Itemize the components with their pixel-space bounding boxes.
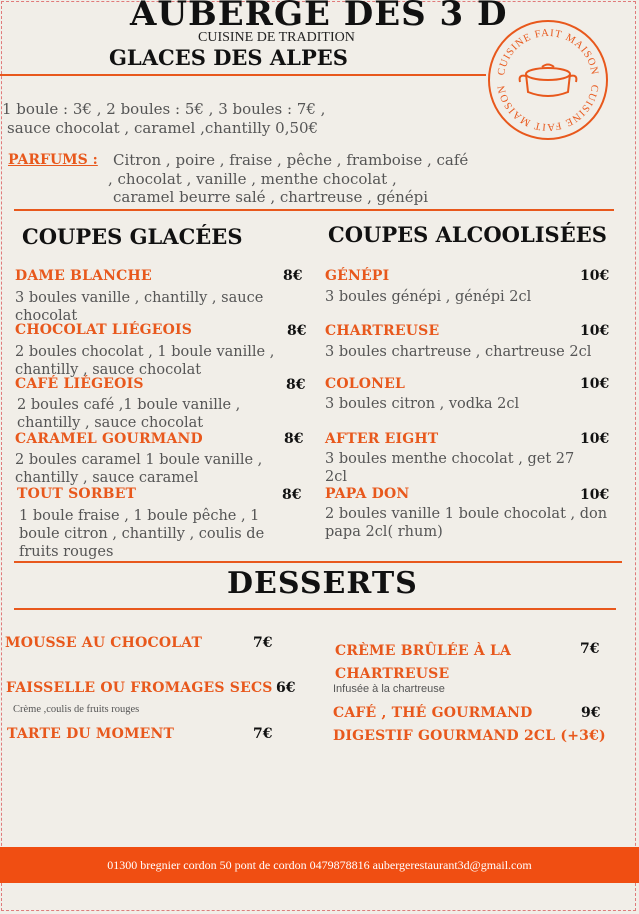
desserts-top-rule [14, 561, 622, 563]
coupe-alcoolisee-name: GÉNÉPI [325, 268, 390, 284]
coupe-glacee-name: TOUT SORBET [17, 486, 137, 502]
coupe-glacee-price: 8€ [282, 487, 302, 503]
coupe-alcoolisee-name: AFTER EIGHT [325, 431, 439, 447]
fait-maison-stamp [486, 18, 610, 142]
coupe-alcoolisee-desc: 3 boules génépi , génépi 2cl [325, 289, 532, 305]
dessert-name: CRÈME BRÛLÉE À LA CHARTREUSE [335, 643, 512, 682]
dessert-note: Infusée à la chartreuse [333, 683, 445, 695]
coupe-alcoolisee-price: 10€ [580, 376, 610, 392]
coupe-glacee-name: CHOCOLAT LIÉGEOIS [15, 322, 193, 338]
dessert-name: FAISSELLE OU FROMAGES SECS [6, 680, 273, 696]
coupe-glacee-name: CARAMEL GOURMAND [15, 431, 203, 447]
section-title-glaces: GLACES DES ALPES [109, 45, 348, 70]
coupe-glacee-name: CAFÉ LIÉGEOIS [15, 376, 144, 392]
restaurant-name: AUBERGE DES 3 D [130, 0, 508, 34]
dessert-price: 7€ [253, 635, 273, 651]
coupes-glacees-title: COUPES GLACÉES [22, 224, 243, 249]
footer-contact: 01300 bregnier cordon 50 pont de cordon 0479878816 aubergerestaurant3d@gmail.com [0, 847, 639, 883]
dessert-name: MOUSSE AU CHOCOLAT [5, 635, 203, 651]
glaces-prices-line1: 1 boule : 3€ , 2 boules : 5€ , 3 boules : 7€ , [2, 100, 326, 118]
coupe-alcoolisee-price: 10€ [580, 487, 610, 503]
dessert-price: 6€ [276, 680, 296, 696]
dessert-price: 9€ [581, 705, 601, 721]
dessert-price: 7€ [253, 726, 273, 742]
parfums-label: PARFUMS : [8, 152, 98, 168]
cooking-pot-icon [520, 65, 577, 97]
coupe-alcoolisee-name: PAPA DON [325, 486, 410, 502]
coupe-alcoolisee-desc: 2 boules vanille 1 boule chocolat , don papa 2cl( rhum) [325, 506, 608, 540]
coupe-glacee-desc: 3 boules vanille , chantilly , sauce chocolat [15, 290, 264, 324]
coupe-glacee-desc: 2 boules caramel 1 boule vanille , chantilly , sauce caramel [15, 452, 263, 486]
coupe-glacee-desc: 2 boules café ,1 boule vanille , chantilly , sauce chocolat [17, 397, 241, 431]
coupe-glacee-price: 8€ [287, 323, 307, 339]
coupe-glacee-price: 8€ [284, 431, 304, 447]
coupe-glacee-desc: 1 boule fraise , 1 boule pêche , 1 boule citron , chantilly , coulis de fruits rouges [19, 508, 265, 560]
coupe-alcoolisee-name: COLONEL [325, 376, 406, 392]
dessert-name: TARTE DU MOMENT [7, 726, 175, 742]
coupe-alcoolisee-name: CHARTREUSE [325, 323, 440, 339]
coupes-alcoolisees-title: COUPES ALCOOLISÉES [328, 222, 607, 247]
restaurant-subtitle: CUISINE DE TRADITION [198, 30, 355, 45]
header-rule [0, 74, 486, 76]
dessert-price: 7€ [580, 641, 600, 657]
coupe-alcoolisee-desc: 3 boules citron , vodka 2cl [325, 396, 520, 412]
dessert-name: CAFÉ , THÉ GOURMAND [333, 705, 533, 721]
coupe-alcoolisee-desc: 3 boules chartreuse , chartreuse 2cl [325, 344, 592, 360]
desserts-bottom-rule [14, 608, 616, 610]
coupe-glacee-desc: 2 boules chocolat , 1 boule vanille , chantilly , sauce chocolat [15, 344, 275, 378]
dessert-name: DIGESTIF GOURMAND 2CL (+3€) [333, 728, 606, 744]
coupe-alcoolisee-price: 10€ [580, 323, 610, 339]
parfums-line3: caramel beurre salé , chartreuse , génépi [113, 188, 429, 206]
desserts-title: DESSERTS [227, 566, 418, 601]
coupe-alcoolisee-desc: 3 boules menthe chocolat , get 27 2cl [325, 451, 575, 485]
parfums-line1: Citron , poire , fraise , pêche , framboise , café [113, 151, 469, 169]
svg-text:CUISINE FAIT MAISON: CUISINE FAIT MAISON [496, 27, 600, 77]
coupe-glacee-price: 8€ [286, 377, 306, 393]
glaces-rule [14, 209, 614, 211]
coupe-glacee-price: 8€ [283, 268, 303, 284]
parfums-line2: , chocolat , vanille , menthe chocolat , [108, 170, 397, 188]
coupe-alcoolisee-price: 10€ [580, 268, 610, 284]
coupe-glacee-name: DAME BLANCHE [15, 268, 152, 284]
svg-text:CUISINE FAIT MAISON: CUISINE FAIT MAISON [496, 83, 600, 133]
dessert-note: Crème ,coulis de fruits rouges [13, 704, 140, 715]
coupe-alcoolisee-price: 10€ [580, 431, 610, 447]
glaces-prices-line2: sauce chocolat , caramel ,chantilly 0,50€ [7, 119, 319, 137]
